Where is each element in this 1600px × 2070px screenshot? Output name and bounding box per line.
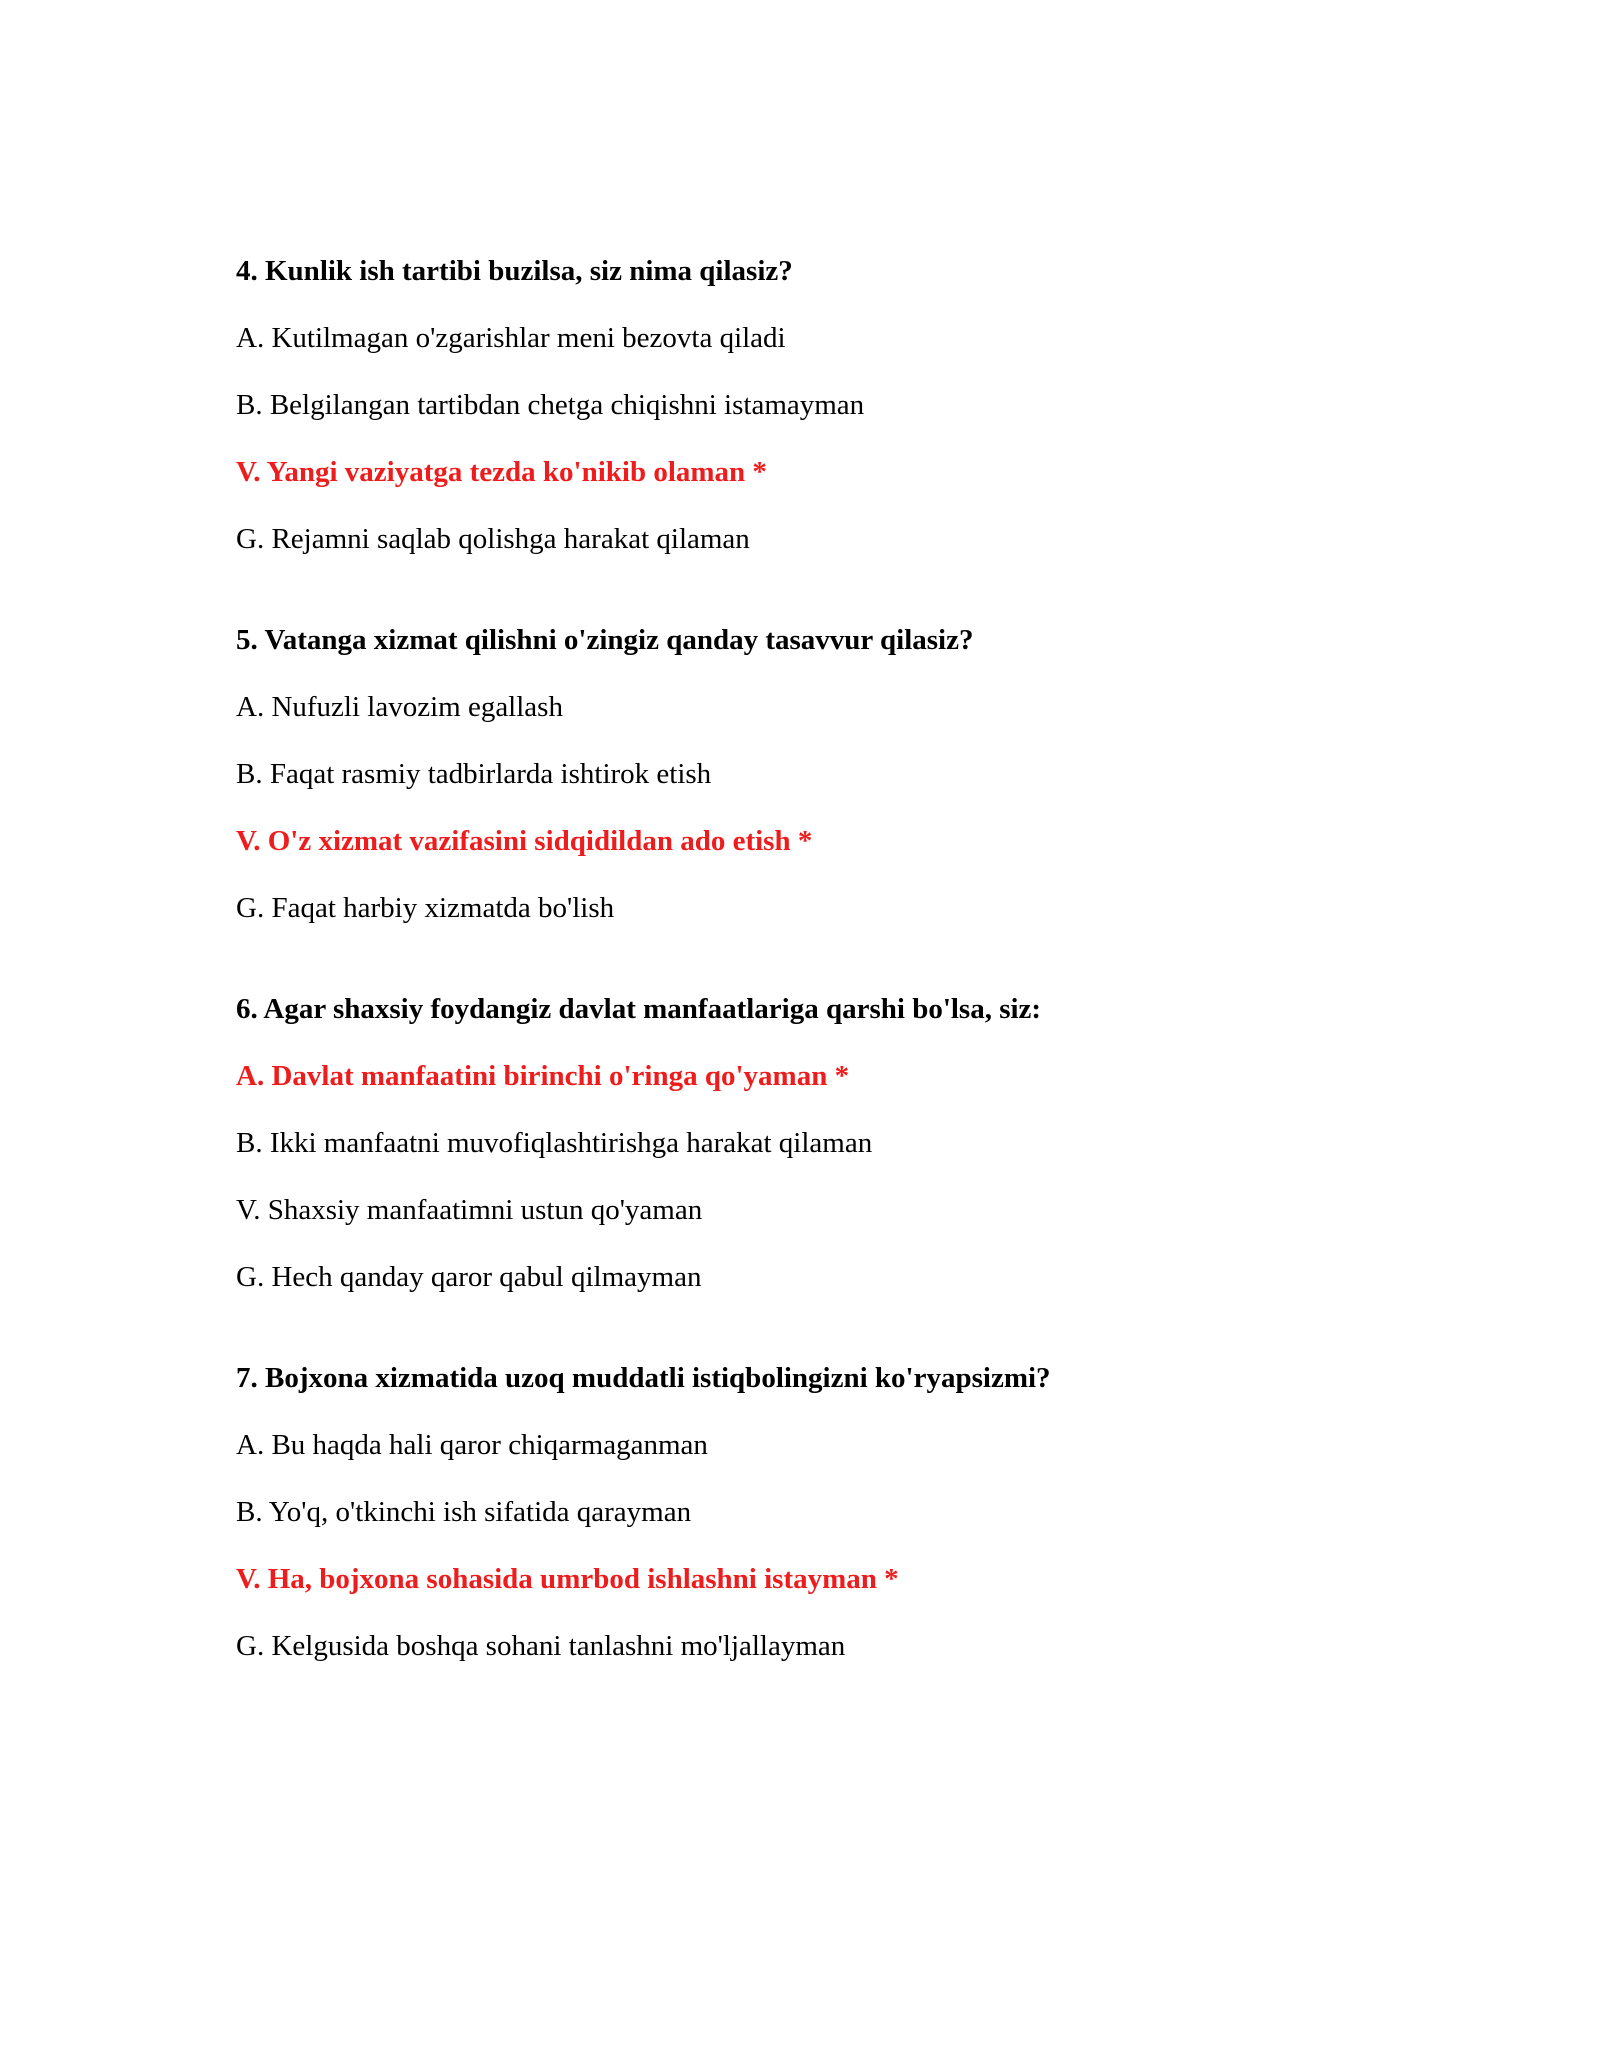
question-title: 7. Bojxona xizmatida uzoq muddatli istiqbolingizni ko'ryapsizmi? <box>236 1362 1051 1394</box>
option-b: B. Faqat rasmiy tadbirlarda ishtirok etish <box>236 758 712 790</box>
option-g: G. Hech qanday qaror qabul qilmayman <box>236 1261 702 1293</box>
question-7 <box>236 1361 1436 1663</box>
question-title: 4. Kunlik ish tartibi buzilsa, siz nima qilasiz? <box>236 255 793 287</box>
option-v: V. Shaxsiy manfaatimni ustun qo'yaman <box>236 1194 703 1226</box>
question-list <box>236 254 1436 1663</box>
option-b: B. Belgilangan tartibdan chetga chiqishni istamayman <box>236 389 865 421</box>
option-v-correct: V. Ha, bojxona sohasida umrbod ishlashni istayman * <box>236 1563 899 1595</box>
option-b: B. Ikki manfaatni muvofiqlashtirishga harakat qilaman <box>236 1127 873 1159</box>
question-title: 5. Vatanga xizmat qilishni o'zingiz qanday tasavvur qilasiz? <box>236 624 974 656</box>
option-g: G. Kelgusida boshqa sohani tanlashni mo'ljallayman <box>236 1630 846 1662</box>
option-a: A. Kutilmagan o'zgarishlar meni bezovta qiladi <box>236 322 786 354</box>
option-v-correct: V. O'z xizmat vazifasini sidqidildan ado etish * <box>236 825 813 857</box>
question-4 <box>236 254 1436 556</box>
question-title: 6. Agar shaxsiy foydangiz davlat manfaatlariga qarshi bo'lsa, siz: <box>236 993 1042 1025</box>
option-a: A. Bu haqda hali qaror chiqarmaganman <box>236 1429 708 1461</box>
option-g: G. Faqat harbiy xizmatda bo'lish <box>236 892 615 924</box>
option-g: G. Rejamni saqlab qolishga harakat qilaman <box>236 523 750 555</box>
option-a: A. Nufuzli lavozim egallash <box>236 691 563 723</box>
question-6 <box>236 992 1436 1294</box>
question-5 <box>236 623 1436 925</box>
option-v-correct: V. Yangi vaziyatga tezda ko'nikib olaman * <box>236 456 767 488</box>
option-a-correct: A. Davlat manfaatini birinchi o'ringa qo'yaman * <box>236 1060 850 1092</box>
option-b: B. Yo'q, o'tkinchi ish sifatida qarayman <box>236 1496 692 1528</box>
